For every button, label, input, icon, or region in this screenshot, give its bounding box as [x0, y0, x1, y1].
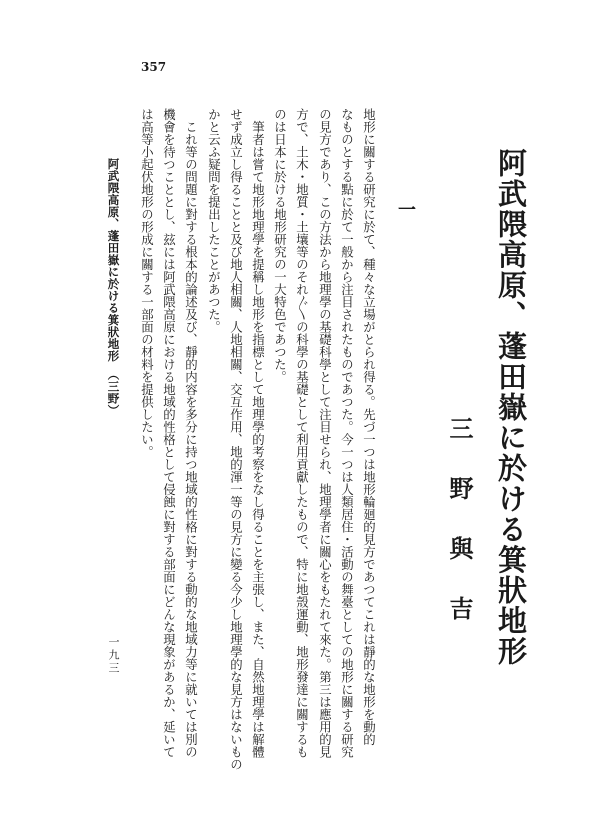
body-line: かと云ふ疑問を提出したことがあつた。 — [206, 108, 222, 333]
body-line: 筆者は嘗て地形地理學を提稱し地形を指標として地理學的考察をなし得ることを主張し、また、自然地理學は解體 — [250, 108, 266, 758]
body-line: なものとする點に於て一般から注目されたものであつた。今一つは人類居住・活動の舞臺としての地形に關する研究 — [339, 108, 355, 758]
body-line: 方で、土木・地質・土壤等のそれ〴〵の科學の基礎として利用貢獻したもので、特に地殼運動、地形發達に關するも — [294, 108, 310, 758]
article-title: 阿武隈高原、蓬田嶽に於ける箕狀地形 — [494, 148, 528, 667]
body-line: これ等の問題に對する根本的論述及び、靜的内容を多分に持つ地域的性格に對する動的な地域力等に就いては別の — [183, 108, 199, 758]
body-line: のは日本に於ける地形研究の一大特色であつた。 — [272, 108, 288, 383]
body-line: は高等小起伏地形の形成に關する一部面の材料を提供したい。 — [139, 108, 155, 458]
page-number: 357 — [141, 60, 167, 74]
section-number: 一 — [395, 200, 416, 218]
body-line: 機會を待つこととし、玆には阿武隈高原における地域的性格として侵蝕に對する部面にどんな現象があるか、延いて — [161, 108, 177, 758]
body-line: 地形に關する研究に於て、種々な立場がとられ得る。先づ一つは地形輪廻的見方であつてこれは靜的な地形を動的 — [361, 108, 377, 746]
running-footer: 阿武隈高原、蓬田嶽に於ける箕狀地形 （三野） — [106, 158, 121, 417]
body-line: の見方であり、この方法から地理學の基礎科學として注目せられ、地理學者に關心をもたれて來た。第三は應用的見 — [317, 108, 333, 758]
folio-number: 一九三 — [107, 636, 120, 675]
body-line: せず成立し得ることと及び地人相關、人地相關、交互作用、地的渾一等の見方に變る今少し地理學的な見方はないもの — [228, 108, 244, 771]
author-name: 三野與吉 — [445, 416, 474, 656]
